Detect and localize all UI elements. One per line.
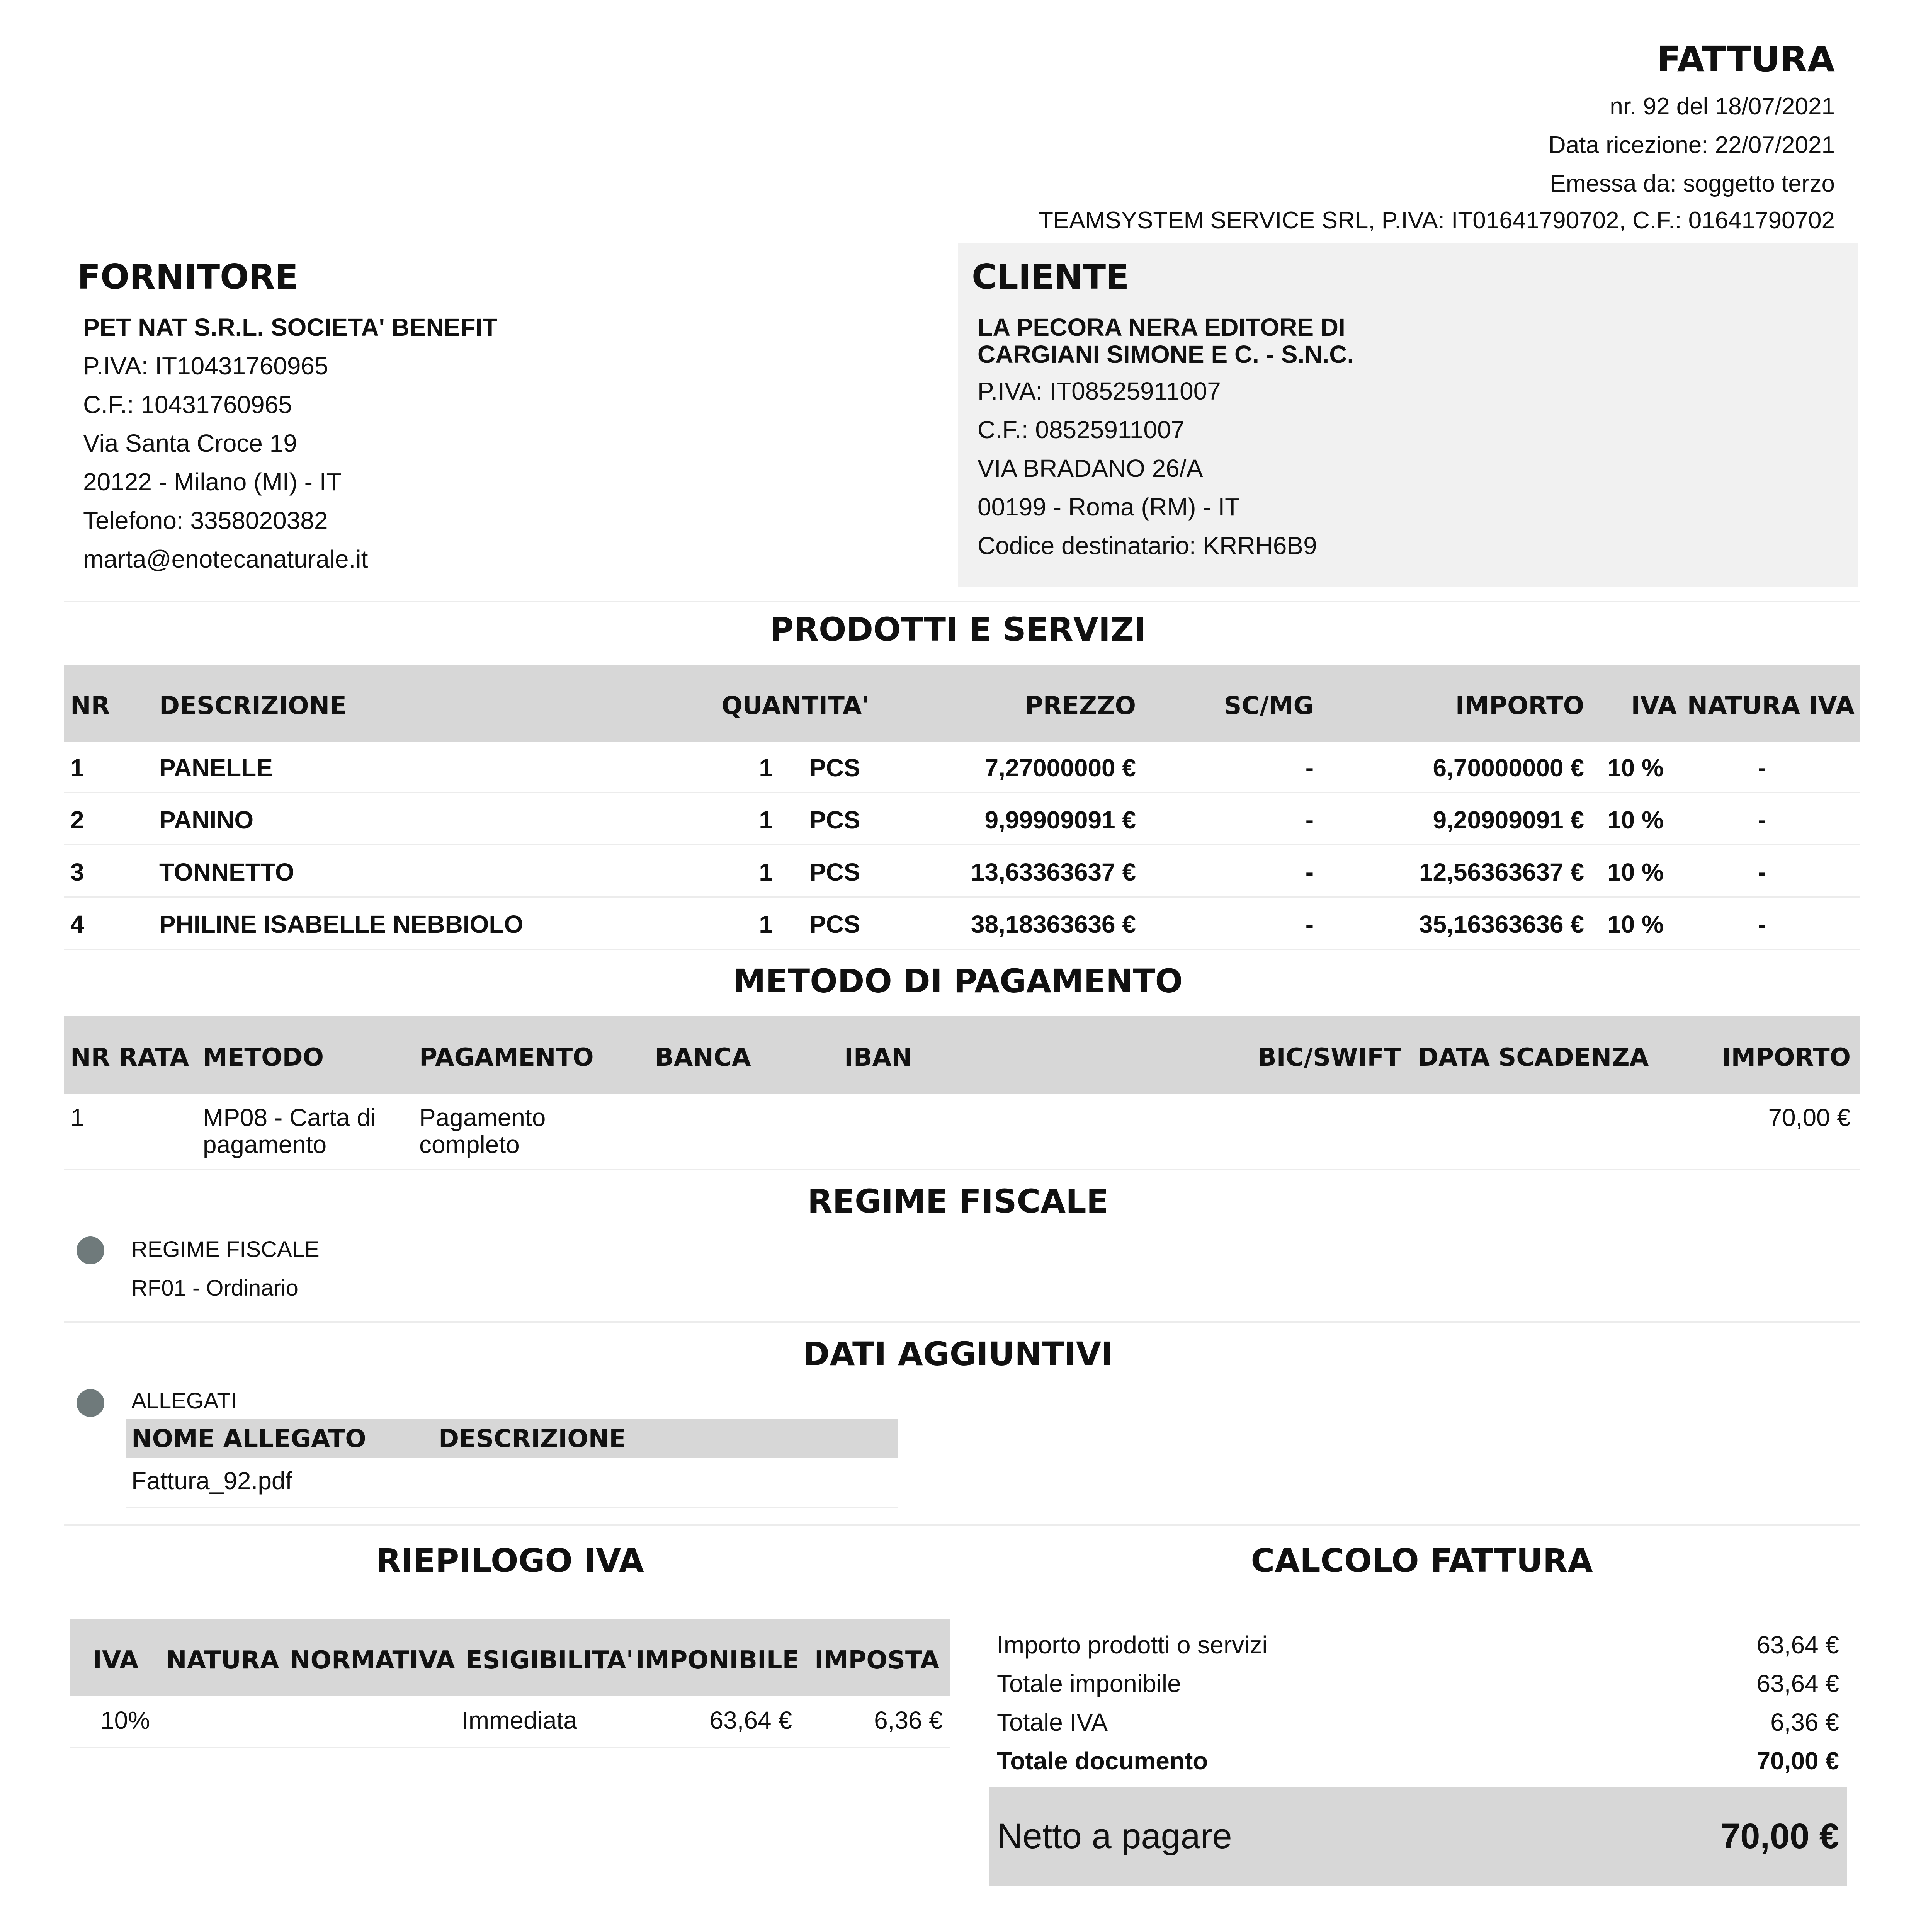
rata-nr: 1 [70, 1104, 84, 1131]
allegati-bullet [77, 1389, 104, 1417]
row-iva: 10 % [1607, 858, 1664, 886]
col-scmg: SC/MG [1224, 692, 1314, 720]
receipt-date: Data ricezione: 22/07/2021 [1548, 132, 1835, 158]
third-party: TEAMSYSTEM SERVICE SRL, P.IVA: IT01641790702, C.F.: 01641790702 [1039, 207, 1835, 234]
invoice-number: nr. 92 del 18/07/2021 [1610, 93, 1835, 120]
row-nr: 4 [70, 910, 84, 938]
row-nr: 3 [70, 858, 84, 886]
row-divider [64, 844, 1860, 845]
cliente-city: 00199 - Roma (RM) - IT [978, 493, 1240, 521]
issued-by: Emessa da: soggetto terzo [1550, 170, 1835, 197]
row-sc: - [1305, 806, 1314, 834]
row-importo: 9,20909091 € [1433, 806, 1584, 834]
calc-total-value: 70,00 € [1756, 1747, 1839, 1775]
col-descrizione: DESCRIZIONE [159, 692, 347, 720]
row-divider [64, 949, 1860, 950]
cliente-cf: C.F.: 08525911007 [978, 416, 1185, 444]
row-natura: - [1758, 754, 1766, 782]
pagamento-title: METODO DI PAGAMENTO [733, 962, 1183, 1000]
col-nome-allegato: NOME ALLEGATO [131, 1425, 366, 1453]
allegati-label: ALLEGATI [131, 1388, 237, 1413]
col-nr-rata: NR RATA [70, 1043, 189, 1072]
col-iva: IVA [1631, 692, 1677, 720]
col-bic: BIC/SWIFT [1258, 1043, 1401, 1072]
divider [70, 1747, 950, 1748]
row-unit: PCS [809, 806, 860, 834]
divider [64, 1321, 1860, 1323]
fornitore-phone: Telefono: 3358020382 [83, 507, 328, 534]
calc-label: Totale IVA [997, 1708, 1108, 1736]
col-prezzo: PREZZO [1025, 692, 1136, 720]
row-desc: PHILINE ISABELLE NEBBIOLO [159, 910, 524, 938]
row-divider [64, 792, 1860, 793]
col-quantita: QUANTITA' [721, 692, 869, 720]
rata-metodo-1: MP08 - Carta di [203, 1104, 376, 1131]
regime-label: REGIME FISCALE [131, 1237, 320, 1262]
regime-title: REGIME FISCALE [807, 1182, 1109, 1220]
col-riep-esigibilita: ESIGIBILITA' [466, 1646, 634, 1675]
allegato-file[interactable]: Fattura_92.pdf [131, 1467, 292, 1495]
cliente-code: Codice destinatario: KRRH6B9 [978, 532, 1317, 560]
calc-value: 6,36 € [1770, 1708, 1839, 1736]
col-metodo: METODO [203, 1043, 324, 1072]
riep-imponibile: 63,64 € [709, 1706, 792, 1734]
row-unit: PCS [809, 754, 860, 782]
row-qty: 1 [759, 858, 773, 886]
col-descrizione-allegato: DESCRIZIONE [439, 1425, 626, 1453]
regime-value: RF01 - Ordinario [131, 1276, 298, 1301]
fornitore-city: 20122 - Milano (MI) - IT [83, 468, 342, 496]
riep-imposta: 6,36 € [874, 1706, 943, 1734]
row-natura: - [1758, 858, 1766, 886]
cliente-piva: P.IVA: IT08525911007 [978, 377, 1221, 405]
fornitore-piva: P.IVA: IT10431760965 [83, 352, 328, 380]
netto-value: 70,00 € [1720, 1816, 1839, 1856]
col-riep-iva: IVA [93, 1646, 139, 1675]
rata-importo: 70,00 € [1768, 1104, 1851, 1131]
fornitore-cf: C.F.: 10431760965 [83, 391, 292, 418]
row-iva: 10 % [1607, 910, 1664, 938]
divider [64, 1169, 1860, 1170]
divider [126, 1507, 898, 1508]
row-iva: 10 % [1607, 806, 1664, 834]
cliente-name-line1: LA PECORA NERA EDITORE DI [978, 313, 1345, 341]
row-importo: 6,70000000 € [1433, 754, 1584, 782]
row-natura: - [1758, 806, 1766, 834]
row-nr: 2 [70, 806, 84, 834]
col-riep-normativa: NORMATIVA [290, 1646, 455, 1675]
row-desc: PANINO [159, 806, 254, 834]
row-divider [64, 896, 1860, 898]
row-price: 13,63363637 € [971, 858, 1136, 886]
col-riep-imponibile: IMPONIBILE [636, 1646, 799, 1675]
calc-value: 63,64 € [1756, 1631, 1839, 1659]
col-banca: BANCA [655, 1043, 751, 1072]
col-riep-imposta: IMPOSTA [814, 1646, 940, 1675]
riep-esigibilita: Immediata [462, 1706, 577, 1734]
row-price: 7,27000000 € [984, 754, 1136, 782]
calc-label: Importo prodotti o servizi [997, 1631, 1268, 1659]
riep-iva: 10% [100, 1706, 150, 1734]
row-nr: 1 [70, 754, 84, 782]
col-scadenza: DATA SCADENZA [1418, 1043, 1649, 1072]
row-sc: - [1305, 858, 1314, 886]
netto-label: Netto a pagare [997, 1816, 1232, 1856]
row-unit: PCS [809, 858, 860, 886]
row-desc: TONNETTO [159, 858, 294, 886]
rata-pagamento-2: completo [419, 1131, 520, 1158]
col-pagamento: PAGAMENTO [419, 1043, 594, 1072]
col-natura-iva: NATURA IVA [1687, 692, 1855, 720]
row-price: 38,18363636 € [971, 910, 1136, 938]
fornitore-address: Via Santa Croce 19 [83, 429, 297, 457]
regime-bullet [77, 1236, 104, 1264]
fornitore-name: PET NAT S.R.L. SOCIETA' BENEFIT [83, 313, 498, 341]
rata-metodo-2: pagamento [203, 1131, 327, 1158]
row-qty: 1 [759, 806, 773, 834]
divider [64, 1524, 1860, 1526]
row-price: 9,99909091 € [984, 806, 1136, 834]
calc-total-label: Totale documento [997, 1747, 1208, 1775]
rata-pagamento-1: Pagamento [419, 1104, 546, 1131]
col-importo-rata: IMPORTO [1722, 1043, 1851, 1072]
calcolo-title: CALCOLO FATTURA [1251, 1542, 1593, 1580]
fornitore-title: FORNITORE [77, 257, 298, 297]
row-iva: 10 % [1607, 754, 1664, 782]
cliente-title: CLIENTE [972, 257, 1129, 297]
fornitore-email: marta@enotecanaturale.it [83, 545, 368, 573]
divider [64, 601, 1860, 602]
row-natura: - [1758, 910, 1766, 938]
prodotti-title: PRODOTTI E SERVIZI [770, 611, 1146, 648]
col-riep-natura: NATURA [166, 1646, 279, 1675]
dati-title: DATI AGGIUNTIVI [802, 1335, 1114, 1373]
row-qty: 1 [759, 910, 773, 938]
riepilogo-title: RIEPILOGO IVA [376, 1542, 644, 1580]
calc-label: Totale imponibile [997, 1670, 1181, 1697]
row-sc: - [1305, 910, 1314, 938]
row-sc: - [1305, 754, 1314, 782]
document-title: FATTURA [1657, 39, 1835, 80]
calc-value: 63,64 € [1756, 1670, 1839, 1697]
row-desc: PANELLE [159, 754, 273, 782]
row-importo: 12,56363637 € [1419, 858, 1584, 886]
row-importo: 35,16363636 € [1419, 910, 1584, 938]
col-iban: IBAN [844, 1043, 912, 1072]
row-qty: 1 [759, 754, 773, 782]
col-nr: NR [70, 692, 110, 720]
cliente-address: VIA BRADANO 26/A [978, 454, 1203, 482]
cliente-name-line2: CARGIANI SIMONE E C. - S.N.C. [978, 340, 1354, 368]
row-unit: PCS [809, 910, 860, 938]
col-importo: IMPORTO [1455, 692, 1584, 720]
